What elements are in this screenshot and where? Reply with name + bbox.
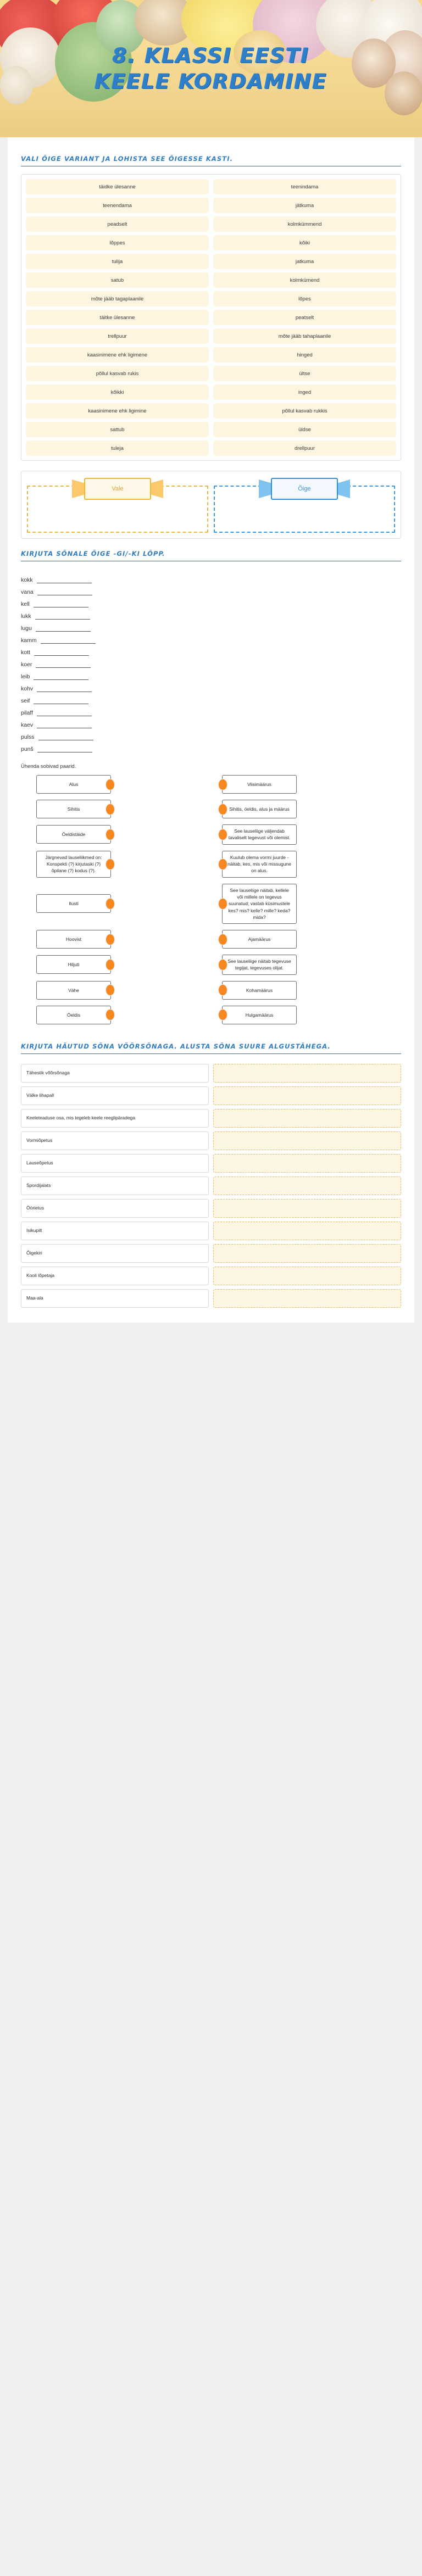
- matching-pair-row: [21, 800, 401, 818]
- gi-ki-row: [21, 704, 401, 716]
- gi-ki-word: kamm: [21, 637, 37, 644]
- gi-ki-answer-blank[interactable]: [34, 601, 88, 607]
- vocabulary-prompt: Keeleteaduse osa, mis tegeleb keele reeglipäradega: [21, 1109, 209, 1128]
- gi-ki-row: [21, 607, 401, 620]
- gi-ki-answer-blank[interactable]: [37, 685, 92, 692]
- word-card[interactable]: kolmkümend: [213, 272, 396, 288]
- matching-pair-row: [21, 1006, 401, 1024]
- gi-ki-answer-blank[interactable]: [34, 673, 88, 680]
- matching-left-label: Ilusti: [69, 901, 79, 907]
- word-card[interactable]: tuleja: [26, 441, 209, 456]
- matching-left-label: Sihitis: [67, 806, 80, 812]
- matching-right-column: [211, 824, 401, 845]
- gi-ki-word: punš: [21, 746, 34, 752]
- vocabulary-answer-table: [21, 1062, 401, 1317]
- word-card[interactable]: ültse: [213, 366, 396, 381]
- connector-knob-icon[interactable]: [218, 829, 227, 840]
- connector-knob-icon[interactable]: [106, 934, 115, 945]
- vocabulary-answer-input[interactable]: [213, 1064, 401, 1083]
- matching-right-box[interactable]: [222, 775, 297, 794]
- word-card[interactable]: satub: [26, 272, 209, 288]
- vocabulary-answer-input[interactable]: [213, 1177, 401, 1195]
- section-4-title: KIRJUTA HÄUTUD SÕNA VÕÕRSÕNAGA. ALUSTA SÕNA SUURE ALGUSTÄHEGA.: [21, 1042, 331, 1050]
- word-card[interactable]: kõiki: [213, 235, 396, 250]
- matching-right-label: See lauseliige näitab, kellele või millele on tegevus suunatud; vastab küsimustele kes? mis? kelle? mille? keda? mida?: [228, 887, 291, 920]
- connector-knob-icon[interactable]: [218, 984, 227, 996]
- connector-knob-icon[interactable]: [106, 898, 115, 910]
- matching-left-column: [21, 800, 211, 818]
- gi-ki-row: [21, 728, 401, 740]
- gi-ki-word: kokk: [21, 577, 33, 583]
- worksheet-sheet: [8, 137, 414, 1323]
- vocabulary-row: [21, 1244, 401, 1263]
- gi-ki-row: [21, 571, 401, 583]
- gi-ki-word: kaev: [21, 722, 34, 728]
- matching-pair-row: [21, 824, 401, 845]
- connector-knob-icon[interactable]: [106, 1009, 115, 1021]
- vocabulary-prompt: Kooli lõpetaja: [21, 1267, 209, 1285]
- matching-right-column: [211, 955, 401, 975]
- connector-knob-icon[interactable]: [106, 779, 115, 790]
- matching-right-column: [211, 800, 401, 818]
- word-card[interactable]: jätkuma: [213, 198, 396, 213]
- matching-pair-row: [21, 981, 401, 1000]
- gi-ki-answer-blank[interactable]: [37, 746, 92, 752]
- vocabulary-row: [21, 1064, 401, 1083]
- connector-knob-icon[interactable]: [218, 934, 227, 945]
- vocabulary-prompt: Välke lihapall: [21, 1086, 209, 1105]
- matching-right-label: Ajamäärus: [248, 936, 271, 942]
- matching-right-label: Sihitis, öeldis, alus ja määrus: [229, 806, 290, 812]
- matching-left-label: Hoovist: [65, 936, 82, 942]
- gi-ki-answer-blank[interactable]: [41, 637, 96, 644]
- vocabulary-answer-input[interactable]: [213, 1222, 401, 1240]
- word-card[interactable]: drellpuur: [213, 441, 396, 456]
- matching-pair-row: [21, 851, 401, 878]
- section-1-title: VALI ÕIGE VARIANT JA LOHISTA SEE ÕIGESSE KASTI.: [21, 155, 234, 163]
- section-3-subhead: Ühenda sobivad paarid.: [21, 763, 76, 770]
- matching-right-box[interactable]: [222, 1006, 297, 1024]
- matching-right-box[interactable]: [222, 824, 297, 845]
- gi-ki-row: [21, 595, 401, 607]
- matching-right-column: [211, 851, 401, 878]
- gi-ki-answer-blank[interactable]: [35, 613, 90, 620]
- gi-ki-answer-blank[interactable]: [37, 722, 92, 728]
- section-4-rule: [21, 1053, 401, 1054]
- vocabulary-prompt: Lauseõpetus: [21, 1154, 209, 1173]
- word-card[interactable]: trellpuur: [26, 328, 209, 344]
- matching-right-column: [211, 775, 401, 794]
- matching-right-box[interactable]: [222, 851, 297, 878]
- matching-left-column: [21, 825, 211, 844]
- connector-knob-icon[interactable]: [218, 1009, 227, 1021]
- matching-right-box[interactable]: [222, 955, 297, 975]
- word-card[interactable]: kaasinimene ehk ligimene: [26, 347, 209, 363]
- ribbon-label-vale: Vale: [84, 478, 151, 500]
- matching-pair-row: [21, 955, 401, 975]
- gi-ki-row: [21, 740, 401, 752]
- word-card[interactable]: peadselt: [26, 216, 209, 232]
- gi-ki-answer-blank[interactable]: [37, 589, 92, 595]
- connector-knob-icon[interactable]: [106, 858, 115, 870]
- matching-left-column: [21, 930, 211, 949]
- gi-ki-word-list: [21, 569, 401, 756]
- gi-ki-word: kohv: [21, 685, 34, 692]
- word-card[interactable]: lõppes: [26, 235, 209, 250]
- matching-left-box[interactable]: [36, 800, 111, 818]
- matching-left-column: [21, 775, 211, 794]
- matching-left-box[interactable]: [36, 825, 111, 844]
- gi-ki-row: [21, 644, 401, 656]
- gi-ki-answer-blank[interactable]: [34, 649, 89, 656]
- word-card[interactable]: põllul kasvab rukis: [26, 366, 209, 381]
- word-card-container: [21, 174, 401, 461]
- matching-left-column: [21, 851, 211, 878]
- matching-left-box[interactable]: [36, 894, 111, 913]
- word-card[interactable]: jatkuma: [213, 254, 396, 269]
- connector-knob-icon[interactable]: [218, 779, 227, 790]
- matching-left-column: [21, 955, 211, 974]
- word-card[interactable]: kolmkümmend: [213, 216, 396, 232]
- word-card[interactable]: tulija: [26, 254, 209, 269]
- word-card[interactable]: mõte jääb tagaplaanile: [26, 291, 209, 306]
- word-card[interactable]: hinged: [213, 347, 396, 363]
- matching-right-column: [211, 981, 401, 1000]
- page-title: [0, 43, 422, 95]
- vocabulary-prompt: Öörietus: [21, 1199, 209, 1218]
- gi-ki-word: lukk: [21, 613, 31, 620]
- vocabulary-row: [21, 1154, 401, 1173]
- matching-right-column: [211, 884, 401, 924]
- gi-ki-row: [21, 668, 401, 680]
- connector-knob-icon[interactable]: [218, 898, 227, 910]
- vocabulary-row: [21, 1109, 401, 1128]
- ribbon-label-oige: Õige: [271, 478, 338, 500]
- vocabulary-prompt: Õigekiri: [21, 1244, 209, 1263]
- matching-left-box[interactable]: [36, 775, 111, 794]
- matching-left-label: Öeldis: [66, 1012, 81, 1018]
- vocabulary-row: [21, 1086, 401, 1105]
- matching-left-box[interactable]: [36, 955, 111, 974]
- gi-ki-answer-blank[interactable]: [37, 577, 92, 583]
- word-card[interactable]: kaasinimene ehk ligimine: [26, 403, 209, 419]
- matching-left-label: Vähe: [68, 987, 79, 993]
- gi-ki-word: kott: [21, 649, 30, 656]
- matching-left-column: [21, 1006, 211, 1024]
- matching-right-label: Kuulub olema vormi juurde - näitab, kes, mis või missugune on alus.: [227, 854, 291, 874]
- connector-knob-icon[interactable]: [218, 858, 227, 870]
- word-card[interactable]: põllul kasvab rukkis: [213, 403, 396, 419]
- vocabulary-row: [21, 1177, 401, 1195]
- vocabulary-answer-input[interactable]: [213, 1199, 401, 1218]
- gi-ki-answer-blank[interactable]: [36, 661, 91, 668]
- matching-left-column: [21, 894, 211, 913]
- vocabulary-answer-input[interactable]: [213, 1086, 401, 1105]
- matching-right-label: Kohamäärus: [246, 987, 273, 993]
- gi-ki-word: pilaff: [21, 710, 33, 716]
- hero-banner: [0, 0, 422, 137]
- gi-ki-answer-blank[interactable]: [36, 625, 91, 632]
- vocabulary-answer-input[interactable]: [213, 1131, 401, 1150]
- vocabulary-prompt: Tähestik võõrsõnaga: [21, 1064, 209, 1083]
- vocabulary-answer-input[interactable]: [213, 1289, 401, 1308]
- vocabulary-row: [21, 1289, 401, 1308]
- matching-pairs-container: [21, 775, 401, 1035]
- gi-ki-row: [21, 716, 401, 728]
- matching-pair-row: [21, 775, 401, 794]
- vocabulary-prompt: Spordijalats: [21, 1177, 209, 1195]
- gi-ki-row: [21, 632, 401, 644]
- word-card[interactable]: täitke ülesanne: [26, 310, 209, 325]
- matching-left-column: [21, 981, 211, 1000]
- matching-right-box[interactable]: [222, 981, 297, 1000]
- ribbon-vale: [72, 478, 163, 500]
- gi-ki-answer-blank[interactable]: [37, 710, 92, 716]
- gi-ki-answer-blank[interactable]: [34, 698, 88, 704]
- word-card[interactable]: teenindama: [213, 179, 396, 194]
- matching-right-box[interactable]: [222, 930, 297, 949]
- connector-knob-icon[interactable]: [218, 959, 227, 971]
- matching-right-column: [211, 1006, 401, 1024]
- gi-ki-row: [21, 692, 401, 704]
- vocabulary-prompt: Isikupilt: [21, 1222, 209, 1240]
- matching-left-box[interactable]: [36, 1006, 111, 1024]
- word-card[interactable]: üldse: [213, 422, 396, 437]
- page-title-line-2: KEELE KORDAMINE: [95, 70, 327, 94]
- connector-knob-icon[interactable]: [106, 829, 115, 840]
- connector-knob-icon[interactable]: [106, 804, 115, 815]
- word-card[interactable]: täidke ülesanne: [26, 179, 209, 194]
- connector-knob-icon[interactable]: [106, 984, 115, 996]
- vocabulary-answer-input[interactable]: [213, 1267, 401, 1285]
- matching-right-column: [211, 930, 401, 949]
- drop-zone-oige[interactable]: [214, 478, 395, 533]
- matching-left-box[interactable]: [36, 851, 111, 878]
- vocabulary-row: [21, 1199, 401, 1218]
- vocabulary-prompt: Vormiõpetus: [21, 1131, 209, 1150]
- word-card[interactable]: mõte jääb tahaplaanile: [213, 328, 396, 344]
- gi-ki-word: koer: [21, 661, 32, 668]
- gi-ki-word: lugu: [21, 625, 32, 632]
- matching-left-label: Järgnevad lauseliikmed on: Konspekti (?) kirjutaski (?) õpilane (?) kodus (?).: [45, 854, 102, 874]
- matching-right-box[interactable]: [222, 884, 297, 924]
- matching-left-box[interactable]: [36, 930, 111, 949]
- matching-pair-row: [21, 930, 401, 949]
- vocabulary-prompt: Maa-ala: [21, 1289, 209, 1308]
- gi-ki-row: [21, 680, 401, 692]
- matching-left-label: Hiljuti: [68, 962, 80, 968]
- connector-knob-icon[interactable]: [106, 959, 115, 971]
- vocabulary-answer-input[interactable]: [213, 1244, 401, 1263]
- matching-right-label: Viisimäärus: [247, 781, 271, 787]
- gi-ki-word: vana: [21, 589, 34, 595]
- drop-zone-container: [21, 471, 401, 539]
- gi-ki-row: [21, 620, 401, 632]
- section-2-title: KIRJUTA SÕNALE ÕIGE -GI/-KI LÕPP.: [21, 550, 165, 557]
- gi-ki-word: pulss: [21, 734, 35, 740]
- matching-pair-row: [21, 884, 401, 924]
- word-card[interactable]: teenendama: [26, 198, 209, 213]
- connector-knob-icon[interactable]: [218, 804, 227, 815]
- gi-ki-row: [21, 583, 401, 595]
- word-card[interactable]: inged: [213, 384, 396, 400]
- ribbon-oige: [259, 478, 350, 500]
- matching-left-label: Alus: [69, 781, 79, 787]
- gi-ki-word: seif: [21, 698, 30, 704]
- vocabulary-row: [21, 1267, 401, 1285]
- matching-right-label: Hulgamäärus: [245, 1012, 274, 1018]
- vocabulary-row: [21, 1222, 401, 1240]
- gi-ki-word: leib: [21, 673, 30, 680]
- vocabulary-answer-input[interactable]: [213, 1154, 401, 1173]
- vocabulary-answer-input[interactable]: [213, 1109, 401, 1128]
- vocabulary-row: [21, 1131, 401, 1150]
- drop-zone-vale[interactable]: [27, 478, 208, 533]
- word-card[interactable]: lõpes: [213, 291, 396, 306]
- word-card-grid: [26, 179, 396, 456]
- word-card[interactable]: kõikki: [26, 384, 209, 400]
- gi-ki-word: kell: [21, 601, 30, 607]
- word-card[interactable]: peatselt: [213, 310, 396, 325]
- page-title-line-1: 8. KLASSI EESTI: [112, 44, 310, 68]
- matching-right-label: See lauseliige väljendab tavaliselt tegevust või olemist.: [228, 828, 291, 841]
- gi-ki-row: [21, 656, 401, 668]
- matching-left-label: Öeldistäide: [62, 832, 86, 838]
- matching-left-box[interactable]: [36, 981, 111, 1000]
- matching-right-label: See lauseliige näitab tegevuse tegijat, tegevuses olijat.: [227, 958, 291, 971]
- matching-right-box[interactable]: [222, 800, 297, 818]
- gi-ki-answer-blank[interactable]: [38, 734, 93, 740]
- word-card[interactable]: sattub: [26, 422, 209, 437]
